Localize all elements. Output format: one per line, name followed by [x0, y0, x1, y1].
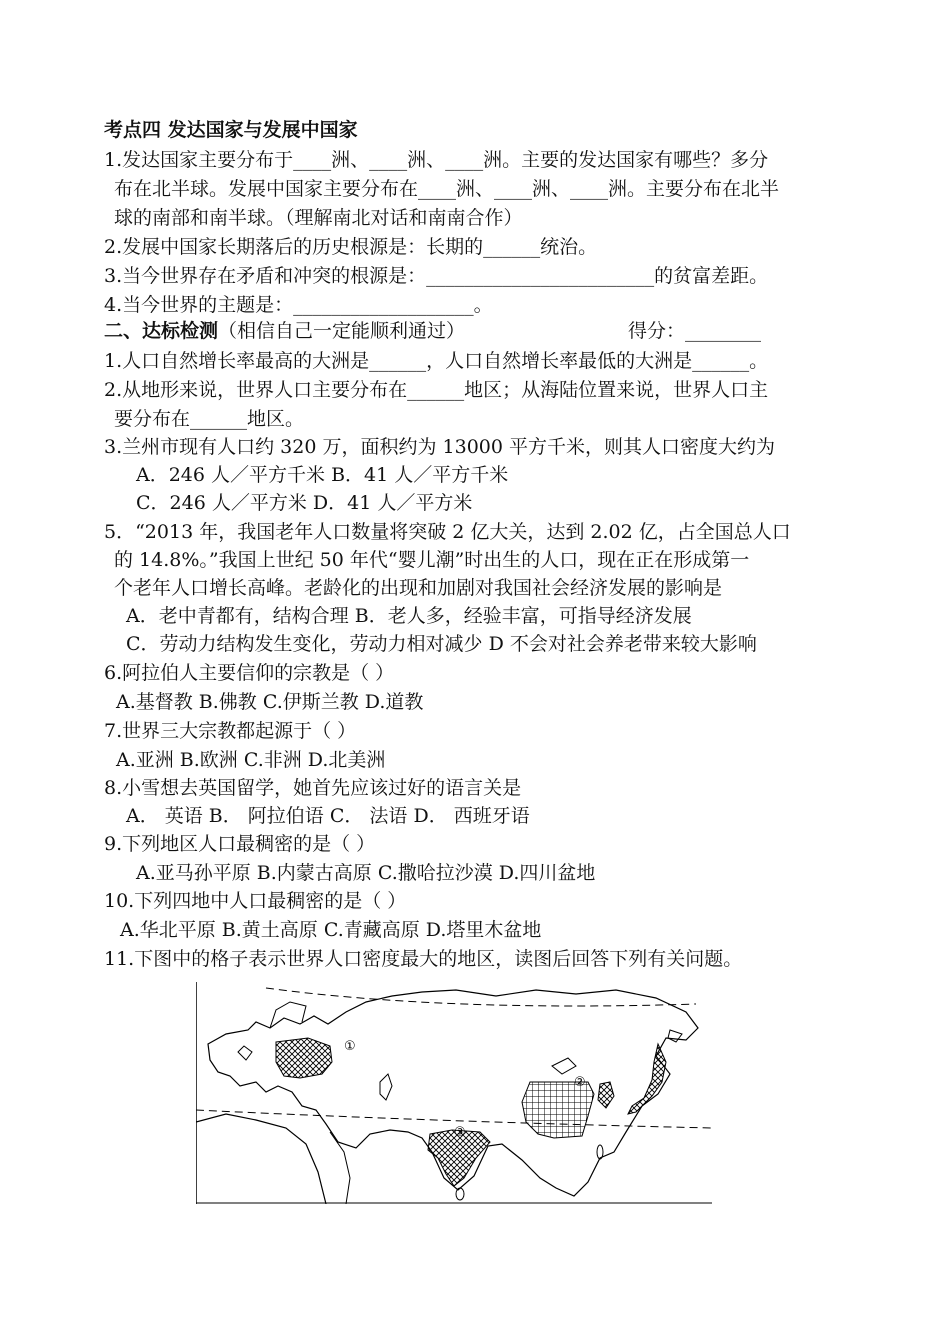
question-5-line-3: 个老年人口增长高峰。老龄化的出现和加剧对我国社会经济发展的影响是 — [114, 577, 723, 599]
question-8: 8.小雪想去英国留学，她首先应该过好的语言关是 — [104, 777, 522, 799]
korea-outline — [598, 1082, 614, 1108]
item-3: 3.当今世界存在矛盾和冲突的根源是：________________________的贫富差距。 — [104, 265, 769, 287]
question-10: 10.下列四地中人口最稠密的是（ ） — [104, 890, 407, 912]
arctic-circle-line — [266, 988, 696, 1006]
question-6-options: A.基督教 B.佛教 C.伊斯兰教 D.道教 — [116, 691, 424, 713]
question-1: 1.人口自然增长率最高的大洲是______，人口自然增长率最低的大洲是______。 — [104, 350, 769, 372]
section-2-heading: 二、达标检测 — [104, 320, 219, 342]
question-7-options: A.亚洲 B.欧洲 C.非洲 D.北美洲 — [116, 749, 386, 771]
east-asia-dense-region — [522, 1082, 594, 1138]
section-title: 考点四 发达国家与发展中国家 — [104, 119, 358, 141]
section-2-header — [104, 317, 465, 345]
question-9: 9.下列地区人口最稠密的是（ ） — [104, 833, 376, 855]
region-label-2: ② — [574, 1075, 586, 1090]
question-3-options-ab: A．246 人／平方千米 B．41 人／平方千米 — [136, 464, 509, 486]
question-3-options-cd: C．246 人／平方米 D．41 人／平方米 — [136, 492, 473, 514]
question-3: 3.兰州市现有人口约 320 万，面积约为 13000 平方千米，则其人口密度大约为 — [104, 436, 775, 458]
hokkaido-outline — [668, 1030, 682, 1042]
question-5-line-2: 的 14.8%。”我国上世纪 50 年代“婴儿潮”时出生的人口，现在正在形成第一 — [114, 549, 750, 571]
question-10-options: A.华北平原 B.黄土高原 C.青藏高原 D.塔里木盆地 — [120, 919, 542, 941]
taiwan-outline — [597, 1145, 603, 1159]
europe-dense-region — [276, 1038, 332, 1078]
question-9-options: A.亚马孙平原 B.内蒙古高原 C.撒哈拉沙漠 D.四川盆地 — [136, 862, 596, 884]
caspian-sea-outline — [380, 1074, 392, 1100]
question-6: 6.阿拉伯人主要信仰的宗教是（ ） — [104, 662, 395, 684]
item-4: 4.当今世界的主题是：___________________。 — [104, 294, 493, 316]
question-2-line-1: 2.从地形来说，世界人口主要分布在______地区；从海陆位置来说，世界人口主 — [104, 379, 769, 401]
question-11: 11.下图中的格子表示世界人口密度最大的地区，读图后回答下列有关问题。 — [104, 948, 743, 970]
question-8-options: A． 英语 B． 阿拉伯语 C． 法语 D． 西班牙语 — [126, 805, 530, 827]
region-label-3: ③ — [454, 1125, 466, 1140]
japan-outline — [628, 1044, 666, 1114]
population-density-map — [196, 982, 712, 1204]
question-5-options-cd: C．劳动力结构发生变化，劳动力相对减少 D 不会对社会养老带来较大影响 — [126, 633, 757, 655]
item-2: 2.发展中国家长期落后的历史根源是：长期的______统治。 — [104, 236, 598, 258]
lake-outline — [552, 1058, 576, 1074]
item-1-line-2: 布在北半球。发展中国家主要分布在____洲、____洲、____洲。主要分布在北半 — [114, 178, 780, 200]
item-1-line-1: 1.发达国家主要分布于____洲、____洲、____洲。主要的发达国家有哪些？多分 — [104, 149, 769, 171]
british-isles-outline — [238, 1046, 252, 1060]
sri-lanka-outline — [456, 1188, 464, 1200]
score-label: 得分：________ — [628, 320, 762, 342]
section-2-subtitle: （相信自己一定能顺利通过） — [218, 320, 466, 342]
question-2-line-2: 要分布在______地区。 — [114, 408, 305, 430]
question-7: 7.世界三大宗教都起源于（ ） — [104, 720, 357, 742]
question-5-line-1: 5．“2013 年，我国老年人口数量将突破 2 亿大关，达到 2.02 亿，占全国总人口 — [104, 521, 791, 543]
region-label-1: ① — [344, 1039, 356, 1054]
africa-outline — [196, 1114, 326, 1204]
item-1-line-3: 球的南部和南半球。（理解南北对话和南南合作） — [114, 207, 523, 229]
question-5-options-ab: A．老中青都有，结构合理 B．老人多，经验丰富，可指导经济发展 — [126, 605, 692, 627]
